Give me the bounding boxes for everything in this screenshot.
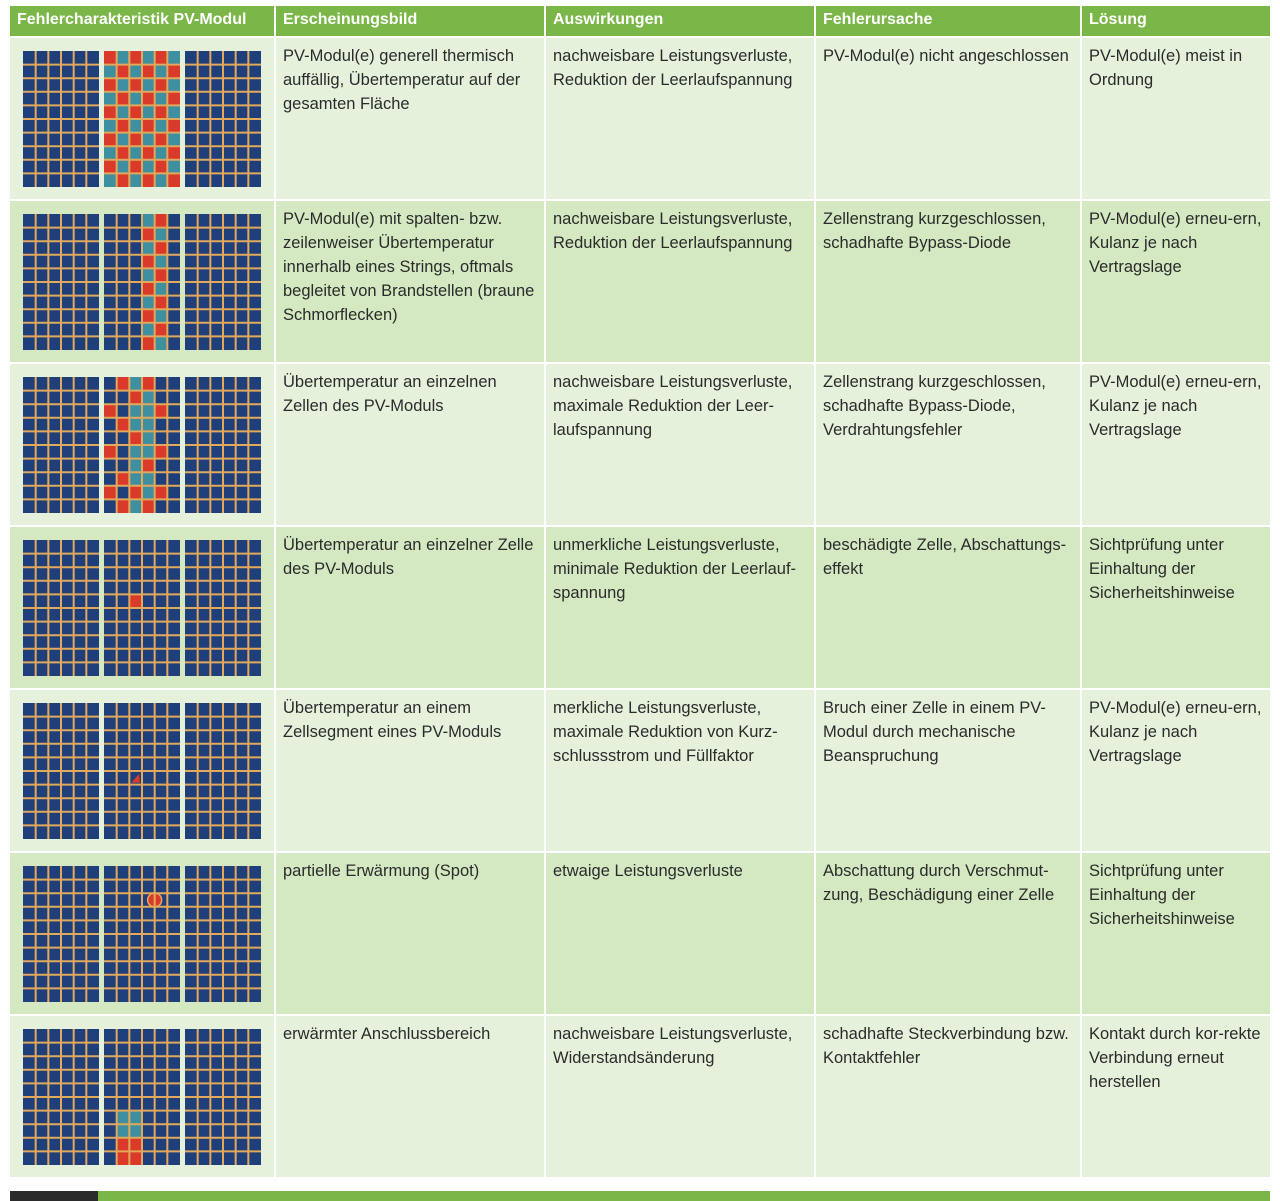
hot-cell [155,91,168,105]
hot-cell [104,146,117,160]
thermogram-cell [10,853,276,1014]
loesung-cell: Sichtprüfung unter Einhaltung der Sicherheitshinweise [1089,536,1235,602]
hot-cell [167,119,180,133]
fehlerursache-cell: Zellenstrang kurzgeschlossen, schadhafte Bypass-Diode, Verdrahtungsfehler [816,364,1082,525]
hot-cell [142,227,155,241]
hot-cell [142,78,155,92]
module-panel [23,214,99,350]
module-panel [104,51,180,187]
thermogram-cell [10,690,276,851]
module-panel [185,377,261,513]
hot-cell [142,404,155,418]
erscheinungsbild-cell: erwärmter Anschlussbereich [276,1016,546,1177]
hot-cell [155,173,168,187]
hot-cell [167,159,180,173]
fehlerursache-cell: Bruch einer Zelle in einem PV-Modul durch mechanische Beanspruchung [816,690,1082,851]
hot-cell [129,1124,142,1138]
hot-cell [142,282,155,296]
fehlerursache-cell: Zellenstrang kurzgeschlossen, schadhafte Bypass-Diode [816,201,1082,362]
hot-cell [129,445,142,459]
erscheinungsbild-cell: PV-Modul(e) generell thermisch auffällig, Übertemperatur auf der gesamten Fläche [276,38,546,199]
hot-cell [155,254,168,268]
hot-cell [142,91,155,105]
hot-cell [117,1137,130,1151]
hot-cell [142,146,155,160]
hot-cell [155,119,168,133]
hot-cell [142,336,155,350]
hot-cell [129,51,142,65]
module-panel [104,377,180,513]
erscheinungsbild-cell: Übertemperatur an einzelnen Zellen des PV-Moduls [276,364,546,525]
hot-cell [155,404,168,418]
header-loesung: Lösung [1089,11,1147,28]
hot-cell [142,445,155,459]
module-panel [185,866,261,1002]
hot-cell [129,64,142,78]
hot-cell [142,241,155,255]
hot-cell [117,499,130,513]
footer-bar [10,1191,1270,1201]
module-panel [104,540,180,676]
fehlerursache-cell: PV-Modul(e) nicht angeschlossen [816,38,1082,199]
thermogram-cell [10,38,276,199]
hot-cell [142,390,155,404]
erscheinungsbild-cell: partielle Erwärmung (Spot) [276,853,546,1014]
erscheinungsbild-cell: Übertemperatur an einem Zellsegment eines PV-Moduls [276,690,546,851]
hot-cell [117,1124,130,1138]
hot-cell [117,377,130,391]
hot-cell [155,445,168,459]
thermogram-cell [10,364,276,525]
hot-cell [142,51,155,65]
hot-cell [117,132,130,146]
hot-cell [104,105,117,119]
hot-cell [104,485,117,499]
loesung-cell: PV-Modul(e) erneu-ern, Kulanz je nach Vertragslage [1089,373,1262,439]
hot-cell [155,241,168,255]
loesung-cell: PV-Modul(e) erneu-ern, Kulanz je nach Vertragslage [1089,210,1262,276]
auswirkungen-cell: nachweisbare Leistungsverluste, Reduktion der Leerlaufspannung [546,38,816,199]
fault-table [10,6,1270,1177]
module-panel [104,214,180,350]
header-fehlerursache: Fehlerursache [816,6,1082,36]
loesung-cell: Kontakt durch kor-rekte Verbindung erneut herstellen [1089,1025,1261,1091]
hot-cell [129,499,142,513]
module-panel [185,1029,261,1165]
table-row [10,525,1270,688]
hot-cell [129,431,142,445]
hot-cell [142,119,155,133]
hot-cell [155,309,168,323]
hot-cell [129,173,142,187]
hot-cell [129,1137,142,1151]
hot-cell [104,64,117,78]
fehlerursache-cell: Abschattung durch Verschmut-zung, Beschädigung einer Zelle [816,853,1082,1014]
module-panel [104,1029,180,1165]
hot-cell [117,1110,130,1124]
hot-cell [142,105,155,119]
hot-cell [155,336,168,350]
hot-cell [129,594,142,608]
hot-cell [167,132,180,146]
hot-cell [142,173,155,187]
table-row [10,199,1270,362]
hot-cell [167,146,180,160]
hot-cell [129,1110,142,1124]
table-row [10,36,1270,199]
hot-cell [104,91,117,105]
hot-cell [142,159,155,173]
hot-cell [155,146,168,160]
hot-cell [167,173,180,187]
hot-cell [104,132,117,146]
hot-cell [129,78,142,92]
module-panel [104,703,180,839]
hot-cell [142,417,155,431]
header-auswirkungen: Auswirkungen [546,6,816,36]
hot-cell [155,485,168,499]
hot-cell [129,91,142,105]
hot-cell [155,282,168,296]
hot-cell [129,485,142,499]
hot-cell [117,64,130,78]
module-fully-hot-thermogram [23,51,261,187]
module-panel [23,377,99,513]
hot-cell [142,431,155,445]
auswirkungen-cell: merkliche Leistungsverluste, maximale Reduktion von Kurz-schlussstrom und Füllfaktor [546,690,816,851]
hot-cell [117,78,130,92]
junction-box-hot-thermogram [23,1029,261,1165]
loesung-cell: PV-Modul(e) erneu-ern, Kulanz je nach Vertragslage [1089,699,1262,765]
hot-cell [104,119,117,133]
hot-cell [129,458,142,472]
hot-cell [117,472,130,486]
module-panel [185,540,261,676]
module-panel [104,866,180,1002]
hot-cell [104,173,117,187]
auswirkungen-cell: nachweisbare Leistungsverluste, maximale Reduktion der Leer-laufspannung [546,364,816,525]
module-panel [185,703,261,839]
hot-cell [129,132,142,146]
thermogram-cell [10,527,276,688]
module-panel [185,51,261,187]
hot-cell [104,78,117,92]
auswirkungen-cell: nachweisbare Leistungsverluste, Reduktion der Leerlaufspannung [546,201,816,362]
hot-cell [129,159,142,173]
hot-cell [142,499,155,513]
hot-cell [129,377,142,391]
hot-cell [155,295,168,309]
hot-cell [129,146,142,160]
hot-cell [117,173,130,187]
hot-cell [142,268,155,282]
header-fehlercharakteristik: Fehlercharakteristik PV-Modul [10,6,276,36]
footer-accent [10,1191,98,1201]
hot-cell [155,214,168,228]
hot-cell [117,417,130,431]
hot-cell [142,295,155,309]
auswirkungen-cell: etwaige Leistungsverluste [546,853,816,1014]
loesung-cell: Sichtprüfung unter Einhaltung der Sicherheitshinweise [1089,862,1235,928]
module-panel [23,1029,99,1165]
header-erscheinungsbild: Erscheinungsbild [276,6,546,36]
cell-segment-hot-thermogram [23,703,261,839]
hot-cell [129,417,142,431]
auswirkungen-cell: unmerkliche Leistungsverluste, minimale Reduktion der Leerlauf-spannung [546,527,816,688]
hot-cell [142,309,155,323]
hot-cell [142,214,155,228]
hot-cell [129,1151,142,1165]
hot-cell [117,146,130,160]
hot-cell [155,64,168,78]
hot-cell [117,1151,130,1165]
hot-cell [104,404,117,418]
module-panel [23,703,99,839]
hot-cell [155,227,168,241]
hot-cell [142,64,155,78]
hot-cell [117,159,130,173]
table-row [10,1014,1270,1177]
hot-cell [117,91,130,105]
hot-cell [142,485,155,499]
hot-cell [117,119,130,133]
hot-cell [129,404,142,418]
string-column-hot-thermogram [23,214,261,350]
module-panel [23,540,99,676]
hot-cell [142,472,155,486]
module-panel [185,214,261,350]
hot-cell [167,105,180,119]
hot-cell [155,132,168,146]
single-cell-hot-thermogram [23,540,261,676]
hot-cell [129,472,142,486]
table-row [10,362,1270,525]
hot-cell [142,377,155,391]
hot-cell [117,105,130,119]
hot-cell [167,51,180,65]
hot-cell [117,51,130,65]
hot-cell [155,268,168,282]
hot-cell [142,254,155,268]
loesung-cell: PV-Modul(e) meist in Ordnung [1089,47,1243,89]
hot-cell [142,132,155,146]
thermogram-cell [10,1016,276,1177]
hot-cell [155,78,168,92]
table-row [10,851,1270,1014]
fehlerursache-cell: schadhafte Steckverbindung bzw. Kontaktfehler [816,1016,1082,1177]
module-panel [23,866,99,1002]
hot-cell [129,105,142,119]
hot-cell [104,51,117,65]
table-header [10,6,1270,36]
hot-cell [155,51,168,65]
hot-cell [104,445,117,459]
erscheinungsbild-cell: PV-Modul(e) mit spalten- bzw. zeilenweiser Übertemperatur innerhalb eines Strings, oftmals begleitet von Brandstellen (braune Schmorflecken) [276,201,546,362]
thermogram-cell [10,201,276,362]
hot-cell [155,159,168,173]
fehlerursache-cell: beschädigte Zelle, Abschattungs-effekt [816,527,1082,688]
hot-cell [167,64,180,78]
hot-cell [167,78,180,92]
hot-cell [142,322,155,336]
module-panel [23,51,99,187]
hot-cell [129,119,142,133]
hot-cell [142,458,155,472]
auswirkungen-cell: nachweisbare Leistungsverluste, Widerstandsänderung [546,1016,816,1177]
hot-cell [155,322,168,336]
hot-cell [167,91,180,105]
table-row [10,688,1270,851]
hot-cell [129,390,142,404]
multiple-cells-hot-thermogram [23,377,261,513]
hot-spot-thermogram [23,866,261,1002]
erscheinungsbild-cell: Übertemperatur an einzelner Zelle des PV-Moduls [276,527,546,688]
hot-cell [104,159,117,173]
hot-cell [155,105,168,119]
